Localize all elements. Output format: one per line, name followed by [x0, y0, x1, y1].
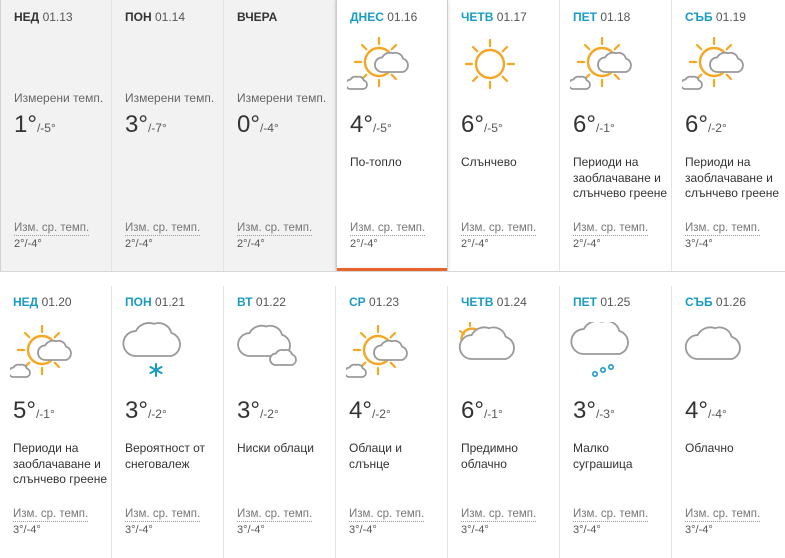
temp-max: 4° [350, 111, 373, 138]
day-card-row1-0[interactable] [0, 0, 112, 271]
temperature [685, 397, 727, 425]
temp-min: /-1° [483, 407, 503, 421]
day-name: СЪБ [685, 295, 713, 309]
avg-temp-value: 3°/-4° [461, 524, 489, 536]
avg-temp-label[interactable]: Изм. ср. темп. [685, 222, 761, 234]
day-date: 01.17 [496, 10, 527, 24]
day-header [573, 295, 630, 309]
temperature [13, 397, 55, 425]
day-name: ПЕТ [573, 295, 597, 309]
day-name: СР [349, 295, 366, 309]
avg-temp-label[interactable]: Изм. ср. темп. [350, 222, 426, 234]
temperature [125, 397, 167, 425]
avg-temp-value: 3°/-4° [349, 524, 377, 536]
day-header [350, 10, 417, 24]
avg-temp-label[interactable]: Изм. ср. темп. [573, 508, 649, 520]
avg-temp-label[interactable]: Изм. ср. темп. [685, 508, 761, 520]
temp-min: /-5° [483, 121, 503, 135]
day-name: ВТ [237, 295, 253, 309]
temperature [349, 397, 391, 425]
weather-description: Предимно облачно [461, 441, 518, 471]
avg-temp-label[interactable]: Изм. ср. темп. [125, 508, 201, 520]
measured-temp-label: Измерени темп. [237, 91, 327, 105]
avg-temp-value: 3°/-4° [13, 524, 41, 536]
avg-temp-label[interactable]: Изм. ср. темп. [237, 508, 313, 520]
day-card-row1-4[interactable] [448, 0, 560, 271]
day-name: ПОН [125, 10, 152, 24]
temperature [685, 111, 727, 139]
temp-min: /-4° [707, 407, 727, 421]
day-date: 01.18 [600, 10, 631, 24]
day-card-row2-4[interactable] [448, 286, 560, 558]
day-name: СЪБ [685, 10, 713, 24]
sun-cloud-icon [570, 34, 634, 98]
weather-description: Периоди на заоблачаване и слънчево греене [573, 155, 668, 200]
temp-max: 3° [125, 111, 148, 138]
day-card-row1-1[interactable] [112, 0, 224, 271]
avg-temp-value: 3°/-4° [685, 524, 713, 536]
temp-max: 3° [573, 397, 596, 424]
avg-temp-value: 3°/-4° [573, 524, 601, 536]
avg-temp-value: 2°/-4° [350, 238, 378, 250]
temp-min: /-5° [36, 121, 56, 135]
temp-max: 1° [14, 111, 37, 138]
temperature [461, 111, 503, 139]
day-header [685, 295, 746, 309]
weather-description: Периоди на заоблачаване и слънчево греене [13, 441, 108, 486]
day-header [14, 10, 73, 24]
weather-description: Малко суграшица [573, 441, 633, 471]
weather-description: Облаци и слънце [349, 441, 402, 471]
day-date: 01.20 [41, 295, 72, 309]
weather-description: Облачно [685, 441, 734, 455]
sleet-icon [570, 322, 634, 386]
day-name: НЕД [13, 295, 39, 309]
avg-temp-value: 3°/-4° [685, 238, 713, 250]
day-date: 01.21 [154, 295, 185, 309]
weather-description: Вероятност от снеговалеж [125, 441, 206, 471]
sun-cloud-icon [10, 322, 74, 386]
day-header [125, 10, 185, 24]
day-card-row2-3[interactable] [336, 286, 448, 558]
day-name: ВЧЕРА [237, 10, 278, 24]
day-header [461, 295, 527, 309]
temp-max: 6° [461, 397, 484, 424]
avg-temp-label[interactable]: Изм. ср. темп. [125, 222, 201, 234]
avg-temp-label[interactable]: Изм. ср. темп. [14, 222, 90, 234]
weather-description: Слънчево [461, 155, 517, 169]
temperature [461, 397, 503, 425]
temp-max: 4° [349, 397, 372, 424]
avg-temp-value: 2°/-4° [461, 238, 489, 250]
day-date: 01.23 [369, 295, 400, 309]
day-date: 01.13 [42, 10, 73, 24]
temp-min: /-2° [371, 407, 391, 421]
day-card-row1-6[interactable] [672, 0, 784, 271]
day-card-row1-2[interactable] [224, 0, 336, 271]
sun-cloud-icon [347, 34, 411, 98]
temp-max: 5° [13, 397, 36, 424]
temp-min: /-2° [259, 407, 279, 421]
day-card-row2-5[interactable] [560, 286, 672, 558]
day-name: ПОН [125, 295, 152, 309]
temperature [573, 111, 615, 139]
temp-max: 3° [125, 397, 148, 424]
temp-max: 3° [237, 397, 260, 424]
measured-temp-label: Измерени темп. [14, 91, 104, 105]
avg-temp-label[interactable]: Изм. ср. темп. [349, 508, 425, 520]
temp-min: /-4° [259, 121, 279, 135]
day-header [349, 295, 399, 309]
avg-temp-label[interactable]: Изм. ср. темп. [573, 222, 649, 234]
day-name: ЧЕТВ [461, 295, 494, 309]
sun-icon [458, 34, 522, 98]
temp-max: 6° [461, 111, 484, 138]
day-card-row1-5[interactable] [560, 0, 672, 271]
weather-description: Периоди на заоблачаване и слънчево греене [685, 155, 780, 200]
temp-max: 4° [685, 397, 708, 424]
weather-description: По-топло [350, 155, 402, 169]
day-date: 01.25 [600, 295, 631, 309]
avg-temp-value: 2°/-4° [237, 238, 265, 250]
temperature [125, 111, 167, 139]
forecast-row-week1 [0, 0, 785, 271]
day-header [573, 10, 630, 24]
avg-temp-label[interactable]: Изм. ср. темп. [13, 508, 89, 520]
avg-temp-value: 3°/-4° [125, 524, 153, 536]
day-header [13, 295, 72, 309]
temperature [573, 397, 615, 425]
temp-min: /-2° [707, 121, 727, 135]
avg-temp-value: 3°/-4° [237, 524, 265, 536]
mostly-cloudy-icon [458, 322, 522, 386]
day-card-row1-3[interactable] [336, 0, 448, 271]
temp-max: 0° [237, 111, 260, 138]
temp-min: /-1° [35, 407, 55, 421]
temp-min: /-5° [372, 121, 392, 135]
day-date: 01.26 [715, 295, 746, 309]
measured-temp-label: Измерени темп. [125, 91, 215, 105]
temp-min: /-7° [147, 121, 167, 135]
avg-temp-value: 2°/-4° [14, 238, 42, 250]
temp-min: /-3° [595, 407, 615, 421]
sun-cloud-icon [346, 322, 410, 386]
row-separator [0, 271, 785, 287]
day-name: ЧЕТВ [461, 10, 494, 24]
temp-min: /-1° [595, 121, 615, 135]
temp-min: /-2° [147, 407, 167, 421]
clouds-icon [234, 322, 298, 386]
day-header [461, 10, 527, 24]
day-card-row2-2[interactable] [224, 286, 336, 558]
day-date: 01.24 [496, 295, 527, 309]
temp-max: 6° [573, 111, 596, 138]
temperature [237, 111, 279, 139]
avg-temp-value: 2°/-4° [125, 238, 153, 250]
day-card-row2-6[interactable] [672, 286, 784, 558]
temp-max: 6° [685, 111, 708, 138]
day-date: 01.22 [255, 295, 286, 309]
temperature [14, 111, 56, 139]
day-date: 01.16 [387, 10, 418, 24]
temperature [237, 397, 279, 425]
avg-temp-label[interactable]: Изм. ср. темп. [461, 222, 537, 234]
day-header [685, 10, 746, 24]
day-name: ПЕТ [573, 10, 597, 24]
snow-icon [122, 322, 186, 386]
weather-description: Ниски облаци [237, 441, 314, 455]
temperature [350, 111, 392, 139]
day-date: 01.14 [154, 10, 185, 24]
day-header [237, 10, 277, 24]
day-name: ДНЕС [350, 10, 384, 24]
day-header [125, 295, 185, 309]
day-card-row2-1[interactable] [112, 286, 224, 558]
day-card-row2-0[interactable] [0, 286, 112, 558]
day-header [237, 295, 286, 309]
cloud-icon [682, 322, 746, 386]
forecast-row-week2 [0, 286, 785, 558]
sun-cloud-icon [682, 34, 746, 98]
avg-temp-label[interactable]: Изм. ср. темп. [461, 508, 537, 520]
day-name: НЕД [14, 10, 40, 24]
avg-temp-label[interactable]: Изм. ср. темп. [237, 222, 313, 234]
day-date: 01.19 [715, 10, 746, 24]
avg-temp-value: 2°/-4° [573, 238, 601, 250]
